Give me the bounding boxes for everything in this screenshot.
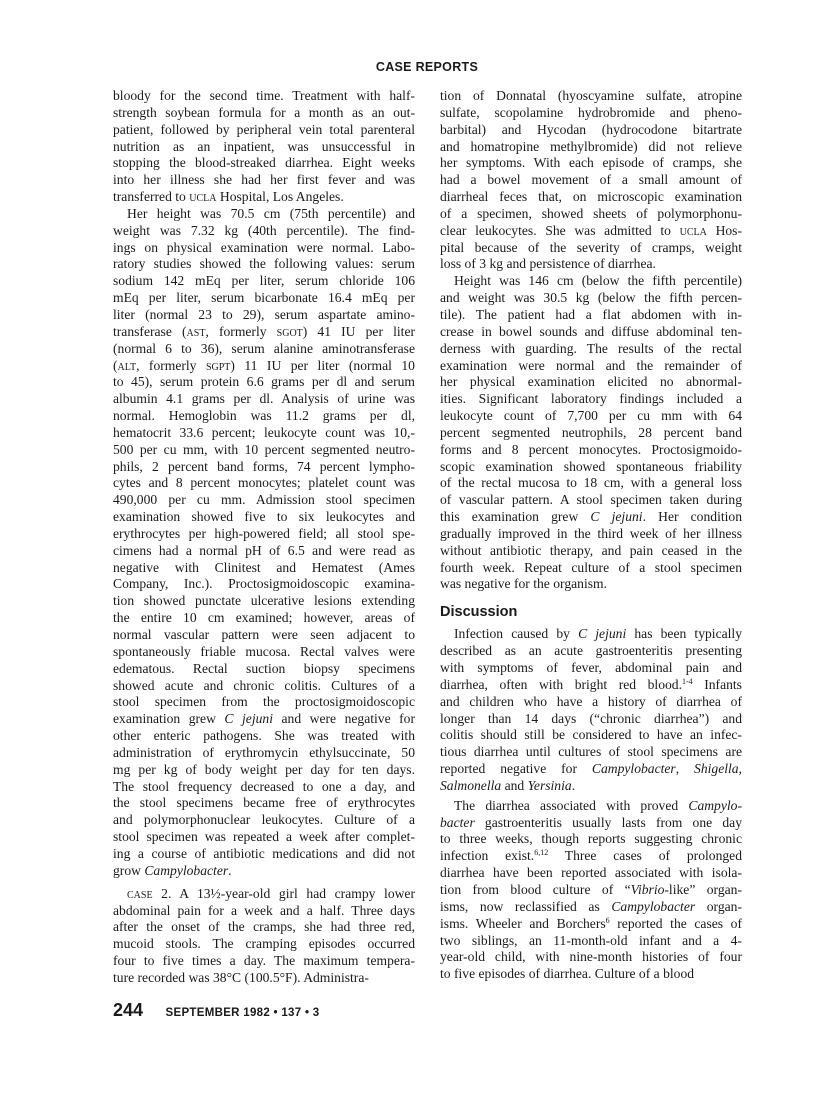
small-caps-term: sgpt: [205, 357, 231, 373]
text-line: [113, 711, 415, 728]
text-line: [440, 916, 742, 933]
text-line: [113, 139, 415, 156]
small-caps-term: alt: [117, 357, 137, 373]
text-line: [113, 122, 415, 139]
text-line: [113, 543, 415, 560]
text-run: (normal 6 to 36), serum alanine aminotransferase: [113, 340, 415, 356]
text-run: her symptoms. With each episode of cramps, she: [440, 155, 742, 171]
text-run: into her illness she had her first fever and was: [113, 172, 415, 188]
text-run: ) 41 IU per liter: [302, 323, 415, 339]
text-line: [113, 886, 415, 903]
text-run: phils, 2 percent band forms, 74 percent lympho-: [113, 458, 415, 474]
text-line: [113, 953, 415, 970]
text-line: [113, 88, 415, 105]
italic-term: Campylo-: [688, 797, 742, 813]
running-header: CASE REPORTS: [375, 60, 479, 74]
text-run: tion from blood culture of “: [440, 881, 631, 897]
paragraph: [440, 273, 742, 593]
text-run: after the onset of the cramps, she had three red,: [113, 919, 415, 935]
text-run: liter (normal 23 to 29), serum aspartate amino-: [113, 306, 415, 322]
text-run: (: [113, 357, 118, 373]
text-run: diarrheal feces that, on microscopic examination: [440, 189, 742, 205]
italic-term: C jejuni: [224, 711, 273, 727]
text-line: [440, 155, 742, 172]
text-line: [113, 105, 415, 122]
text-run: spontaneously friable mucosa. Rectal valves were: [113, 643, 415, 659]
text-run: , formerly: [205, 323, 277, 339]
text-line: [113, 189, 415, 206]
text-line: [113, 256, 415, 273]
text-line: [440, 442, 742, 459]
text-run: transferred to: [113, 189, 190, 205]
text-run: two siblings, an 11-month-old infant and a 4-: [440, 932, 742, 948]
text-run: diarrhea, often with bright red blood.: [440, 676, 682, 692]
text-line: [113, 155, 415, 172]
text-run: examination were normal and the remainder of: [440, 357, 742, 373]
text-line: [440, 88, 742, 105]
text-line: [440, 459, 742, 476]
italic-term: bacter: [440, 814, 475, 830]
text-line: [440, 660, 742, 677]
text-line: [113, 374, 415, 391]
section-heading: Discussion: [440, 604, 518, 621]
italic-term: Campylobacter: [611, 898, 696, 914]
text-line: [440, 694, 742, 711]
text-run: tion showed punctate ulcerative lesions extending: [113, 593, 415, 609]
text-line: [440, 626, 742, 643]
text-line: [113, 341, 415, 358]
text-line: [113, 678, 415, 695]
text-run: 490,000 per cu mm. Admission stool specimen: [113, 492, 415, 508]
text-run: four to five times a day. The maximum tempera-: [113, 953, 415, 969]
text-run: stool specimen was repeated a week after complet-: [113, 829, 415, 845]
text-run: with symptoms of fever, abdominal pain and: [440, 660, 742, 675]
text-run: nutrition as an inpatient, was unsuccessful in: [113, 138, 415, 154]
text-line: [113, 661, 415, 678]
text-line: [440, 815, 742, 832]
text-run: of the rectal mucosa to 18 cm, with a general loss: [440, 475, 742, 491]
text-line: [113, 492, 415, 509]
reference-superscript: 6: [605, 915, 610, 925]
left-column: [113, 88, 415, 987]
text-run: was negative for the organism.: [440, 576, 607, 592]
paragraph: [113, 886, 415, 987]
text-run: forms and 8 percent monocytes. Proctosigmoido-: [440, 441, 742, 457]
text-run: ) 11 IU per liter (normal 10: [230, 357, 415, 373]
text-run: .: [228, 862, 232, 878]
text-line: [440, 492, 742, 509]
text-run: ings on physical examination were normal. Labo-: [113, 239, 415, 255]
text-line: [440, 966, 742, 983]
text-line: [113, 644, 415, 661]
text-run: . Her condition: [642, 509, 742, 525]
text-run: edematous. Rectal suction biopsy specimens: [113, 660, 415, 676]
text-run: gastroenteritis usually lasts from one day: [474, 814, 742, 830]
text-run: isms, now reclassified as: [440, 898, 612, 914]
text-line: [440, 778, 742, 795]
paragraph: [440, 798, 742, 983]
italic-term: C jejuni: [590, 509, 643, 525]
text-line: [113, 936, 415, 953]
text-line: [113, 728, 415, 745]
text-run: 500 per cu mm, with 10 percent segmented neutro-: [113, 441, 415, 457]
text-run: mEq per liter, serum bicarbonate 16.4 mEq per: [113, 290, 415, 306]
text-line: [440, 882, 742, 899]
text-run: The diarrhea associated with proved: [454, 797, 689, 813]
text-line: [113, 745, 415, 762]
italic-term: Campylobacter: [591, 761, 676, 777]
text-line: [113, 475, 415, 492]
text-line: [113, 273, 415, 290]
paragraph: [440, 88, 742, 273]
text-run: reported negative for: [440, 761, 592, 777]
paragraph: [113, 88, 415, 206]
text-run: cytes and 8 percent monocytes; platelet count was: [113, 475, 415, 491]
text-run: mucoid stools. The cramping episodes occurred: [113, 936, 415, 952]
text-run: transferase (: [113, 323, 187, 339]
text-run: normal. Hemoglobin was 11.2 grams per dl,: [113, 408, 415, 424]
text-line: [440, 798, 742, 815]
text-run: longer than 14 days (“chronic diarrhea”) and: [440, 710, 742, 726]
text-line: [440, 761, 742, 778]
text-line: [113, 970, 415, 987]
text-line: [113, 795, 415, 812]
text-run: leukocyte count of 7,700 per cu mm with 64: [440, 408, 742, 424]
text-run: percent segmented neutrophils, 28 percent band: [440, 424, 742, 440]
text-run: described as an acute gastroenteritis presenting: [440, 643, 742, 659]
text-line: [440, 139, 742, 156]
text-line: [113, 593, 415, 610]
text-run: and were negative for: [272, 711, 415, 727]
text-run: organ-: [695, 898, 742, 914]
italic-term: C jejuni: [578, 626, 627, 642]
text-line: [440, 711, 742, 728]
text-run: The stool frequency decreased to one a day, and: [113, 778, 415, 794]
text-line: [113, 812, 415, 829]
text-line: [440, 391, 742, 408]
text-line: [440, 865, 742, 882]
text-line: [440, 374, 742, 391]
text-line: [113, 610, 415, 627]
text-line: [440, 273, 742, 290]
text-line: [440, 105, 742, 122]
text-line: [113, 172, 415, 189]
text-run: infection exist.: [440, 848, 535, 864]
text-line: [113, 919, 415, 936]
italic-term: Yersinia: [527, 777, 572, 793]
text-line: [440, 290, 742, 307]
paragraph: [113, 206, 415, 880]
text-run: negative with Clinitest and Hematest (Ames: [113, 559, 415, 575]
text-line: [440, 172, 742, 189]
text-run: crease in bowel sounds and diffuse abdominal ten-: [440, 323, 742, 339]
text-line: [440, 727, 742, 744]
text-line: [440, 543, 742, 560]
text-run: 2. A 13½-year-old girl had crampy lower: [152, 885, 415, 901]
text-run: cimens had a normal pH of 6.5 and were read as: [113, 542, 415, 558]
text-line: [113, 762, 415, 779]
text-line: [113, 829, 415, 846]
small-caps-term: ast: [186, 323, 206, 339]
text-line: [440, 744, 742, 761]
reference-superscript: 1-4: [682, 676, 693, 686]
text-line: [440, 189, 742, 206]
text-run: and: [501, 777, 528, 793]
text-run: , formerly: [136, 357, 206, 373]
text-line: [440, 307, 742, 324]
text-run: fourth week. Repeat culture of a stool specimen: [440, 559, 742, 575]
text-run: ities. Significant laboratory findings included a: [440, 391, 742, 407]
text-line: [440, 122, 742, 139]
text-run: Her height was 70.5 cm (75th percentile) and: [127, 205, 415, 221]
text-run: bloody for the second time. Treatment with half-: [113, 88, 415, 103]
text-run: albumin 4.1 grams per dl. Analysis of urine was: [113, 391, 415, 407]
reference-superscript: 6,12: [534, 848, 549, 858]
text-line: [440, 848, 742, 865]
text-run: ture recorded was 38°C (100.5°F). Administra-: [113, 969, 369, 985]
text-run: clear leukocytes. She was admitted to: [440, 222, 680, 238]
text-run: had a bowel movement of a small amount of: [440, 172, 742, 188]
small-caps-term: ucla: [679, 222, 707, 238]
text-line: [113, 324, 415, 341]
text-line: [440, 949, 742, 966]
text-run: the entire 10 cm examined; however, areas of: [113, 610, 415, 626]
text-line: [440, 256, 742, 273]
text-run: to five episodes of diarrhea. Culture of a blood: [440, 966, 695, 982]
text-line: [440, 240, 742, 257]
text-line: [440, 223, 742, 240]
text-run: tion of Donnatal (hyoscyamine sulfate, atropine: [440, 88, 742, 103]
text-line: [113, 358, 415, 375]
text-run: sulfate, scopolamine hydrobromide and pheno-: [440, 104, 742, 120]
text-line: [440, 341, 742, 358]
text-run: this examination grew: [440, 509, 591, 525]
text-run: patient, followed by peripheral vein total parenteral: [113, 121, 415, 137]
text-line: [113, 560, 415, 577]
text-run: Hospital, Los Angeles.: [216, 189, 344, 205]
text-run: erythrocytes per high-powered field; all stool spe-: [113, 525, 415, 541]
text-line: [113, 694, 415, 711]
text-run: Company, Inc.). Proctosigmoidoscopic examina-: [113, 576, 415, 592]
text-run: of vascular pattern. A stool specimen taken during: [440, 492, 742, 508]
text-run: isms. Wheeler and Borchers: [440, 915, 606, 931]
text-line: [440, 425, 742, 442]
text-run: grow: [113, 862, 145, 878]
text-run: pital because of the severity of cramps, weight: [440, 239, 742, 255]
page-number: 244: [113, 1000, 144, 1020]
text-run: reported the cases of: [609, 915, 742, 931]
small-caps-term: sgot: [276, 323, 303, 339]
text-line: [440, 324, 742, 341]
text-run: without antibiotic therapy, and pain ceased in the: [440, 542, 742, 558]
text-line: [440, 509, 742, 526]
text-line: [440, 408, 742, 425]
text-line: [113, 240, 415, 257]
right-column: [440, 88, 742, 983]
text-line: [113, 442, 415, 459]
text-line: [440, 643, 742, 660]
text-run: ing a course of antibiotic medications and did not: [113, 845, 415, 861]
text-line: [440, 475, 742, 492]
text-run: stool specimen from the proctosigmoidoscopic: [113, 694, 415, 710]
text-run: and children who have a history of diarrhea of: [440, 693, 742, 709]
text-run: Three cases of prolonged: [548, 848, 742, 864]
text-run: .: [571, 777, 576, 793]
text-run: colitis should still be considered to have an infec-: [440, 727, 742, 743]
text-run: administration of erythromycin ethylsuccinate, 50: [113, 744, 415, 760]
text-line: [440, 831, 742, 848]
text-run: sodium 142 mEq per liter, serum chloride 106: [113, 273, 415, 289]
text-run: showed acute and chronic colitis. Cultures of a: [113, 677, 415, 693]
text-line: [440, 560, 742, 577]
text-line: [113, 576, 415, 593]
text-run: to three weeks, though reports suggesting chronic: [440, 831, 742, 847]
text-run: weight was 7.32 kg (40th percentile). The find-: [113, 222, 415, 238]
italic-term: Salmonella: [440, 777, 502, 793]
text-line: [440, 358, 742, 375]
paragraph: [440, 626, 742, 794]
text-line: [113, 863, 415, 880]
text-run: ,: [675, 761, 695, 777]
text-line: [440, 206, 742, 223]
text-line: [440, 899, 742, 916]
text-run: tious diarrhea until cultures of stool specimens are: [440, 744, 742, 760]
text-run: derness with guarding. The results of the rectal: [440, 340, 742, 356]
text-run: examination grew: [113, 711, 225, 727]
text-run: and homatropine methylbromide) did not relieve: [440, 138, 742, 154]
page-footer: [113, 1000, 319, 1021]
text-run: Height was 146 cm (below the fifth percentile): [454, 273, 742, 289]
text-line: [113, 290, 415, 307]
text-run: Infants: [692, 676, 742, 692]
text-line: [440, 677, 742, 694]
text-line: [113, 846, 415, 863]
text-run: abdominal pain for a week and a half. Three days: [113, 902, 415, 918]
italic-term: Campylobacter: [144, 862, 229, 878]
text-run: year-old child, with nine-month histories of four: [440, 949, 742, 965]
text-line: [440, 933, 742, 950]
italic-term: Vibrio: [630, 881, 665, 897]
text-run: normal vascular pattern were seen adjacent to: [113, 627, 415, 642]
text-line: [113, 459, 415, 476]
italic-term: Shigella,: [694, 761, 742, 777]
text-run: strength soybean formula for a month as an out-: [113, 104, 415, 120]
small-caps-term: ucla: [189, 189, 217, 205]
text-run: other enteric pathogens. She was treated with: [113, 728, 415, 744]
text-run: diarrhea have been reported associated with isola-: [440, 865, 742, 881]
text-line: [440, 576, 742, 593]
text-run: mg per kg of body weight per day for ten days.: [113, 761, 415, 777]
text-run: and weight was 30.5 kg (below the fifth percen-: [440, 290, 742, 306]
text-line: [113, 779, 415, 796]
text-line: [113, 408, 415, 425]
text-line: [113, 391, 415, 408]
text-run: -like” organ-: [664, 881, 742, 897]
text-run: stopping the blood-streaked diarrhea. Eight weeks: [113, 155, 415, 171]
text-line: [440, 526, 742, 543]
text-line: [113, 425, 415, 442]
text-run: examination showed five to six leukocytes and: [113, 509, 415, 525]
text-line: [113, 307, 415, 324]
text-run: tile). The patient had a flat abdomen with in-: [440, 306, 742, 322]
text-run: scopic examination showed spontaneous friability: [440, 458, 742, 474]
text-line: [113, 206, 415, 223]
text-line: [113, 526, 415, 543]
text-run: has been typically: [626, 626, 742, 642]
text-run: barbital) and Hycodan (hydrocodone bitartrate: [440, 121, 742, 137]
text-run: Infection caused by: [454, 626, 579, 642]
text-run: hematocrit 33.6 percent; leukocyte count was 10,-: [113, 424, 415, 440]
text-line: [113, 903, 415, 920]
small-caps-term: case: [127, 885, 153, 901]
text-run: of a specimen, showed sheets of polymorphonu-: [440, 205, 742, 221]
journal-issue: SEPTEMBER 1982 • 137 • 3: [165, 1007, 320, 1019]
text-line: [113, 627, 415, 644]
text-run: her physical examination elicited no abnormal-: [440, 374, 742, 390]
text-run: ratory studies showed the following values: serum: [113, 256, 415, 272]
text-line: [113, 509, 415, 526]
text-run: Hos-: [706, 222, 742, 238]
text-run: loss of 3 kg and persistence of diarrhea.: [440, 256, 656, 272]
text-line: [113, 223, 415, 240]
text-run: the stool specimens became free of erythrocytes: [113, 795, 415, 811]
text-run: and polymorphonuclear leukocytes. Culture of a: [113, 812, 415, 828]
text-run: to 45), serum protein 6.6 grams per dl and serum: [113, 374, 415, 390]
text-run: gradually improved in the third week of her illness: [440, 525, 742, 541]
